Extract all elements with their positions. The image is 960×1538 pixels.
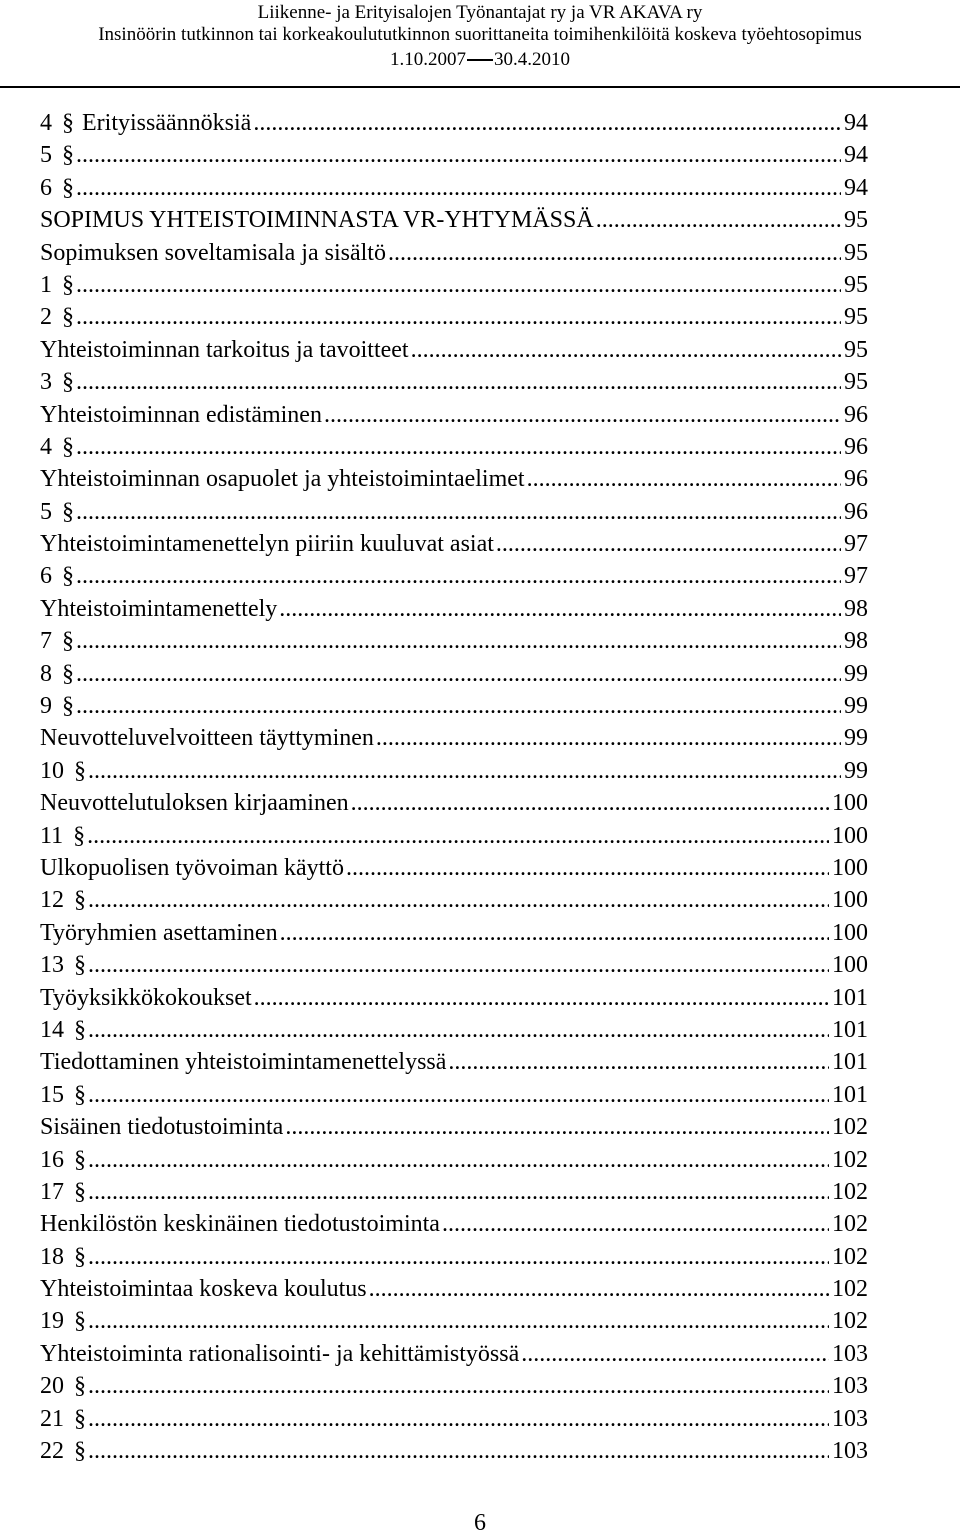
section-sign: § [62, 110, 74, 136]
dot-leader [88, 1144, 829, 1176]
toc-entry-label: 18 [40, 1243, 64, 1270]
section-sign: § [74, 887, 86, 914]
toc-entry-label: 6 [40, 563, 52, 590]
toc-entry-page: 96 [844, 401, 868, 428]
dot-leader [369, 1273, 829, 1305]
section-sign: § [74, 952, 86, 979]
toc-entry-label: Yhteistoiminnan osapuolet ja yhteistoimintaelimet [40, 466, 525, 493]
toc-entry-page: 98 [844, 628, 868, 655]
section-sign: § [73, 822, 86, 849]
toc-entry-label: Yhteistoimintamenettelyn piiriin kuuluvat asiat [40, 531, 494, 558]
toc-entry[interactable] [40, 1435, 868, 1467]
dot-leader [76, 658, 841, 690]
toc-entry[interactable] [40, 107, 868, 139]
toc-entry-page: 100 [832, 790, 868, 817]
dot-leader [88, 1403, 829, 1435]
toc-entry[interactable] [40, 1176, 868, 1208]
toc-entry[interactable] [40, 787, 868, 819]
dot-leader [76, 431, 841, 463]
section-sign: § [62, 660, 74, 687]
toc-entry-page: 100 [832, 854, 868, 881]
dot-leader [87, 820, 829, 852]
toc-entry-label: Sopimuksen soveltamisala ja sisältö [40, 239, 386, 266]
toc-entry-label: 21 [40, 1405, 64, 1432]
header-validity-period [0, 47, 960, 73]
section-sign: § [62, 693, 74, 720]
section-sign: § [74, 1146, 86, 1173]
toc-entry-page: 95 [844, 239, 868, 266]
toc-entry[interactable] [40, 1079, 868, 1111]
toc-entry-page: 102 [832, 1243, 868, 1270]
toc-entry-label: Yhteistoiminnan tarkoitus ja tavoitteet [40, 336, 409, 363]
dot-leader [88, 1305, 829, 1337]
dot-leader [88, 1370, 829, 1402]
toc-entry[interactable] [40, 982, 868, 1014]
toc-entry[interactable] [40, 172, 868, 204]
header-agreement-title: Insinöörin tutkinnon tai korkeakoulututkinnon suorittaneita toimihenkilöitä koskeva työehtosopimus [98, 24, 862, 45]
toc-entry[interactable] [40, 496, 868, 528]
toc-entry[interactable] [40, 431, 868, 463]
toc-entry-label: 2 [40, 304, 52, 331]
toc-entry-label: Yhteistoiminnan edistäminen [40, 401, 322, 428]
toc-entry-label: Yhteistoimintamenettely [40, 595, 278, 622]
dot-leader [88, 1241, 829, 1273]
toc-entry[interactable] [40, 1208, 868, 1240]
toc-entry-page: 99 [844, 660, 868, 687]
dot-leader [596, 204, 841, 236]
toc-entry-page: 95 [844, 207, 868, 234]
section-sign: § [74, 757, 86, 784]
toc-entry-page: 103 [832, 1438, 868, 1465]
toc-entry-label: Tiedottaminen yhteistoimintamenettelyssä [40, 1049, 447, 1076]
section-sign: § [62, 174, 74, 201]
toc-entry[interactable] [40, 1014, 868, 1046]
dot-leader [88, 1176, 829, 1208]
toc-entry-label: 9 [40, 693, 52, 720]
dot-leader [324, 399, 841, 431]
dot-leader [88, 1079, 829, 1111]
toc-entry[interactable] [40, 204, 868, 236]
section-sign: § [74, 1178, 86, 1205]
toc-entry-page: 95 [844, 336, 868, 363]
validity-start-date: 1.10.2007 [390, 49, 466, 70]
section-sign: § [74, 1243, 86, 1270]
dot-leader [76, 139, 841, 171]
dot-leader [442, 1208, 829, 1240]
toc-entry[interactable] [40, 399, 868, 431]
toc-entry-label: 11 [40, 822, 64, 849]
dot-leader [76, 690, 841, 722]
toc-entry-label: Neuvottelutuloksen kirjaaminen [40, 790, 349, 817]
dot-leader [76, 560, 841, 592]
toc-entry-label: 10 [40, 757, 64, 784]
toc-entry[interactable] [40, 139, 868, 171]
toc-entry-label: 8 [40, 660, 52, 687]
toc-entry-label: 22 [40, 1438, 64, 1465]
section-sign: § [62, 628, 74, 655]
header-divider [0, 86, 960, 88]
toc-entry[interactable] [40, 1305, 868, 1337]
toc-entry-page: 101 [832, 1081, 868, 1108]
toc-entry[interactable] [40, 1403, 868, 1435]
toc-entry-page: 97 [844, 563, 868, 590]
toc-entry-label: 20 [40, 1373, 64, 1400]
toc-entry-page: 96 [844, 433, 868, 460]
dot-leader [76, 496, 841, 528]
toc-entry-title: Erityissäännöksiä [82, 110, 252, 136]
dot-leader [76, 301, 841, 333]
dot-leader [76, 625, 841, 657]
toc-entry-label: Yhteistoiminta rationalisointi- ja kehittämistyössä [40, 1340, 520, 1367]
dot-leader [76, 172, 841, 204]
toc-entry[interactable] [40, 917, 868, 949]
section-sign: § [62, 433, 74, 460]
toc-entry-label: 5 [40, 498, 52, 525]
section-sign: § [62, 142, 74, 169]
dot-leader [521, 1338, 829, 1370]
toc-entry-page: 98 [844, 595, 868, 622]
section-sign: § [74, 1373, 86, 1400]
toc-entry-label: 15 [40, 1081, 64, 1108]
toc-entry-label: Sisäinen tiedotustoiminta [40, 1114, 284, 1141]
dot-leader [351, 787, 829, 819]
toc-entry-page: 101 [832, 1016, 868, 1043]
toc-entry-label: 12 [40, 887, 64, 914]
toc-entry-page: 103 [832, 1405, 868, 1432]
toc-entry[interactable] [40, 1144, 868, 1176]
toc-entry[interactable] [40, 690, 868, 722]
dot-leader [88, 1435, 829, 1467]
toc-entry-page: 101 [832, 1049, 868, 1076]
toc-entry[interactable] [40, 301, 868, 333]
toc-entry-label: Ulkopuolisen työvoiman käyttö [40, 854, 344, 881]
toc-entry-page: 100 [832, 887, 868, 914]
toc-entry[interactable] [40, 884, 868, 916]
dot-leader [279, 593, 841, 625]
table-of-contents [40, 107, 868, 1467]
toc-entry-page: 103 [832, 1340, 868, 1367]
toc-entry[interactable] [40, 949, 868, 981]
toc-entry[interactable] [40, 528, 868, 560]
dot-leader [527, 463, 841, 495]
toc-entry-label: Työyksikkökokoukset [40, 984, 252, 1011]
toc-entry-page: 99 [844, 725, 868, 752]
toc-entry[interactable] [40, 593, 868, 625]
toc-entry-page: 100 [832, 952, 868, 979]
toc-entry-label: 5 [40, 142, 52, 169]
dot-leader [376, 722, 841, 754]
section-sign: § [74, 1405, 86, 1432]
dot-leader [411, 334, 841, 366]
toc-entry-label: 6 [40, 174, 52, 201]
dot-leader [280, 917, 829, 949]
toc-entry-page: 95 [844, 369, 868, 396]
toc-entry[interactable] [40, 755, 868, 787]
dot-leader [76, 269, 841, 301]
toc-entry-page: 94 [844, 110, 868, 136]
toc-entry-page: 96 [844, 466, 868, 493]
dot-leader [448, 1046, 829, 1078]
toc-entry[interactable] [40, 237, 868, 269]
toc-entry[interactable] [40, 334, 868, 366]
toc-entry[interactable] [40, 820, 868, 852]
toc-entry-page: 100 [832, 919, 868, 946]
toc-entry-page: 99 [844, 693, 868, 720]
section-sign: § [74, 1438, 86, 1465]
dot-leader [88, 884, 829, 916]
toc-entry-label: SOPIMUS YHTEISTOIMINNASTA VR-YHTYMÄSSÄ [40, 207, 594, 234]
toc-entry[interactable] [40, 1111, 868, 1143]
toc-entry[interactable] [40, 658, 868, 690]
toc-entry-page: 95 [844, 271, 868, 298]
toc-entry[interactable] [40, 1046, 868, 1078]
toc-entry-page: 94 [844, 142, 868, 169]
toc-entry[interactable] [40, 1241, 868, 1273]
toc-entry-label: 14 [40, 1016, 64, 1043]
dot-leader [88, 755, 841, 787]
toc-entry-page: 102 [832, 1308, 868, 1335]
toc-entry-label: Henkilöstön keskinäinen tiedotustoiminta [40, 1211, 440, 1238]
toc-entry-page: 103 [832, 1373, 868, 1400]
toc-entry-page: 102 [832, 1211, 868, 1238]
toc-entry-label: 1 [40, 271, 52, 298]
toc-entry-label: 13 [40, 952, 64, 979]
dot-leader [285, 1111, 829, 1143]
section-sign: § [74, 1016, 86, 1043]
toc-entry-page: 102 [832, 1146, 868, 1173]
date-range-dash [467, 59, 493, 61]
dot-leader [88, 1014, 829, 1046]
dot-leader [76, 366, 841, 398]
dot-leader [346, 852, 829, 884]
dot-leader [388, 237, 841, 269]
toc-entry-page: 94 [844, 174, 868, 201]
dot-leader [88, 949, 829, 981]
section-sign: § [74, 1081, 86, 1108]
dot-leader [254, 982, 829, 1014]
toc-entry-label: Työryhmien asettaminen [40, 919, 278, 946]
toc-entry-label: 4 [40, 110, 52, 136]
toc-entry[interactable] [40, 463, 868, 495]
section-sign: § [62, 271, 74, 298]
toc-entry-label: 3 [40, 369, 52, 396]
validity-end-date: 30.4.2010 [494, 49, 570, 70]
section-sign: § [62, 498, 74, 525]
toc-entry-page: 100 [832, 822, 868, 849]
dot-leader [496, 528, 841, 560]
toc-entry-page: 102 [832, 1114, 868, 1141]
toc-entry[interactable] [40, 269, 868, 301]
toc-entry-page: 102 [832, 1178, 868, 1205]
toc-entry-page: 95 [844, 304, 868, 331]
toc-entry[interactable] [40, 560, 868, 592]
toc-entry[interactable] [40, 1370, 868, 1402]
toc-entry[interactable] [40, 852, 868, 884]
dot-leader [253, 107, 841, 139]
toc-entry-page: 102 [832, 1276, 868, 1303]
toc-entry-page: 101 [832, 984, 868, 1011]
header-organizations: Liikenne- ja Erityisalojen Työnantajat ry ja VR AKAVA ry [257, 2, 703, 23]
toc-entry-label: 17 [40, 1178, 64, 1205]
toc-entry[interactable] [40, 722, 868, 754]
toc-entry[interactable] [40, 1338, 868, 1370]
section-sign: § [62, 369, 74, 396]
toc-entry-page: 97 [844, 531, 868, 558]
section-sign: § [62, 563, 74, 590]
toc-entry-label: Yhteistoimintaa koskeva koulutus [40, 1276, 367, 1303]
toc-entry-page: 96 [844, 498, 868, 525]
toc-entry[interactable] [40, 625, 868, 657]
toc-entry-label: 19 [40, 1308, 64, 1335]
toc-entry-label: 4 [40, 433, 52, 460]
toc-entry-page: 99 [844, 757, 868, 784]
toc-entry-label: 7 [40, 628, 52, 655]
section-sign: § [62, 304, 74, 331]
page-number: 6 [474, 1510, 486, 1536]
section-sign: § [74, 1308, 86, 1335]
toc-entry-label: 16 [40, 1146, 64, 1173]
toc-entry[interactable] [40, 366, 868, 398]
toc-entry[interactable] [40, 1273, 868, 1305]
toc-entry-label: Neuvotteluvelvoitteen täyttyminen [40, 725, 374, 752]
